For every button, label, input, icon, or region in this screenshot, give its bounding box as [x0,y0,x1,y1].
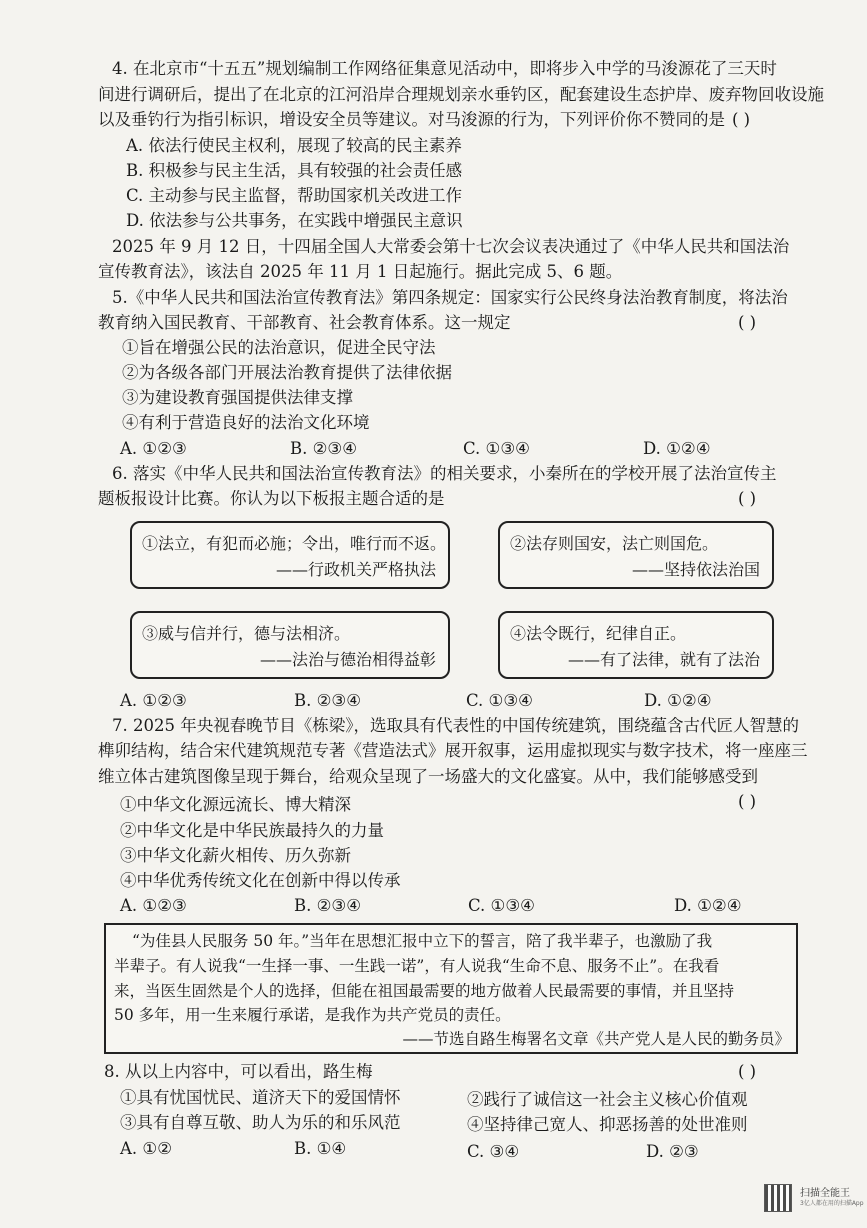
q5-statement-3: ③为建设教育强国提供法律支撑 [122,388,353,407]
q5-option-c: C. ①③④ [463,439,530,458]
q8-option-c: C. ③④ [467,1142,520,1161]
q4-option-b: B. 积极参与民主生活，具有较强的社会责任感 [126,161,463,180]
q4-option-c: C. 主动参与民主监督，帮助国家机关改进工作 [126,186,463,205]
board-theme-2-title: ——坚持依法治国 [631,560,760,579]
board-theme-4 [498,611,774,679]
scanner-app-tagline: 3亿人都在用的扫描App [800,1200,864,1207]
board-theme-1-quote: ①法立，有犯而必施；令出，唯行而不返。 [142,534,447,553]
board-theme-4-quote: ④法令既行，纪律自正。 [510,624,687,643]
quote-line-2: 半辈子。有人说我“一生择一事、一生践一诺”，有人说我“生命不息、服务不止”。在我看 [114,957,720,975]
intro56-line1: 2025 年 9 月 12 日，十四届全国人大常委会第十七次会议表决通过了《中华人民共和国法治 [112,237,790,256]
q7-answer-paren: ( ) [738,792,757,811]
q4-stem-line1: 4. 在北京市“十五五”规划编制工作网络征集意见活动中，即将步入中学的马浚源花了三天时 [112,59,777,78]
q7-option-d: D. ①②④ [674,896,742,915]
q5-option-d: D. ①②④ [643,439,711,458]
q5-stem-line1: 5.《中华人民共和国法治宣传教育法》第四条规定：国家实行公民终身法治教育制度，将法治 [112,288,788,307]
q7-option-b: B. ②③④ [294,896,361,915]
q8-option-d: D. ②③ [646,1142,699,1161]
q8-option-a: A. ①② [120,1139,172,1158]
q8-answer-paren: ( ) [738,1062,757,1081]
board-theme-4-title: ——有了法律，就有了法治 [567,650,760,669]
q5-statement-4: ④有利于营造良好的法治文化环境 [122,413,370,432]
q4-stem-line2: 间进行调研后，提出了在北京的江河沿岸合理规划亲水垂钓区，配套建设生态护岸、废弃物回收设施 [98,85,824,104]
q8-stem: 8. 从以上内容中，可以看出，路生梅 [104,1062,373,1081]
quote-source: ——节选自路生梅署名文章《共产党人是人民的勤务员》 [402,1030,790,1048]
quote-line-3: 来，当医生固然是个人的选择，但能在祖国最需要的地方做着人民最需要的事情，并且坚持 [114,982,735,1000]
q8-statement-2: ②践行了诚信这一社会主义核心价值观 [467,1090,748,1109]
q6-answer-paren: ( ) [738,489,757,508]
q5-answer-paren: ( ) [738,313,757,332]
scanner-app-name: 扫描全能王 [800,1188,850,1199]
q5-option-a: A. ①②③ [120,439,187,458]
q5-option-b: B. ②③④ [290,439,357,458]
q5-statement-1: ①旨在增强公民的法治意识，促进全民守法 [122,338,436,357]
q4-option-d: D. 依法参与公共事务，在实践中增强民主意识 [126,211,463,230]
intro56-line2: 宣传教育法》，该法自 2025 年 11 月 1 日起施行。据此完成 5、6 题。 [98,262,623,281]
material-quote-box [104,923,798,1054]
q8-statement-4: ④坚持律己宽人、抑恶扬善的处世准则 [467,1115,748,1134]
q7-stem-line1: 7. 2025 年央视春晚节目《栋梁》，选取具有代表性的中国传统建筑，围绕蕴含古代匠人智慧的 [112,716,799,735]
q4-option-a: A. 依法行使民主权利，展现了较高的民主素养 [126,136,462,155]
scanner-watermark [760,1180,864,1220]
q7-option-c: C. ①③④ [468,896,535,915]
q8-option-b: B. ①④ [294,1139,347,1158]
q7-stem-line2: 榫卯结构，结合宋代建筑规范专著《营造法式》展开叙事，运用虚拟现实与数字技术，将一座座三 [98,741,808,760]
q4-answer-paren: ( ) [732,110,751,129]
q7-statement-4: ④中华优秀传统文化在创新中得以传承 [120,871,401,890]
q5-statement-2: ②为各级各部门开展法治教育提供了法律依据 [122,363,452,382]
q7-statement-1: ①中华文化源远流长、博大精深 [120,795,351,814]
q7-stem-line3: 维立体古建筑图像呈现于舞台，给观众呈现了一场盛大的文化盛宴。从中，我们能够感受到 [98,767,758,786]
q8-statement-1: ①具有忧国忧民、道济天下的爱国情怀 [120,1088,401,1107]
q6-stem-line2: 题板报设计比赛。你认为以下板报主题合适的是 [98,489,445,508]
q6-option-a: A. ①②③ [120,691,187,710]
q7-statement-3: ③中华文化薪火相传、历久弥新 [120,846,351,865]
q6-stem-line1: 6. 落实《中华人民共和国法治宣传教育法》的相关要求，小秦所在的学校开展了法治宣传主 [112,464,777,483]
q7-option-a: A. ①②③ [120,896,187,915]
board-theme-3-quote: ③威与信并行，德与法相济。 [142,624,351,643]
board-theme-2 [498,521,774,589]
q6-option-b: B. ②③④ [294,691,361,710]
quote-line-4: 50 多年，用一生来履行承诺，是我作为共产党员的责任。 [114,1006,511,1024]
board-theme-3-title: ——法治与德治相得益彰 [259,650,436,669]
board-theme-2-quote: ②法存则国安，法亡则国危。 [510,534,719,553]
qr-code-icon [764,1184,792,1212]
q4-stem-line3: 以及垂钓行为指引标识，增设安全员等建议。对马浚源的行为，下列评价你不赞同的是 [98,110,725,129]
q6-option-c: C. ①③④ [466,691,533,710]
board-theme-1-title: ——行政机关严格执法 [275,560,436,579]
q8-statement-3: ③具有自尊互敬、助人为乐的和乐风范 [120,1113,401,1132]
q6-option-d: D. ①②④ [644,691,712,710]
quote-line-1: “为佳县人民服务 50 年。”当年在思想汇报中立下的誓言，陪了我半辈子，也激励了我 [132,932,713,950]
board-theme-3 [130,611,450,679]
q5-stem-line2: 教育纳入国民教育、干部教育、社会教育体系。这一规定 [98,313,511,332]
board-theme-1 [130,521,450,589]
q7-statement-2: ②中华文化是中华民族最持久的力量 [120,821,384,840]
